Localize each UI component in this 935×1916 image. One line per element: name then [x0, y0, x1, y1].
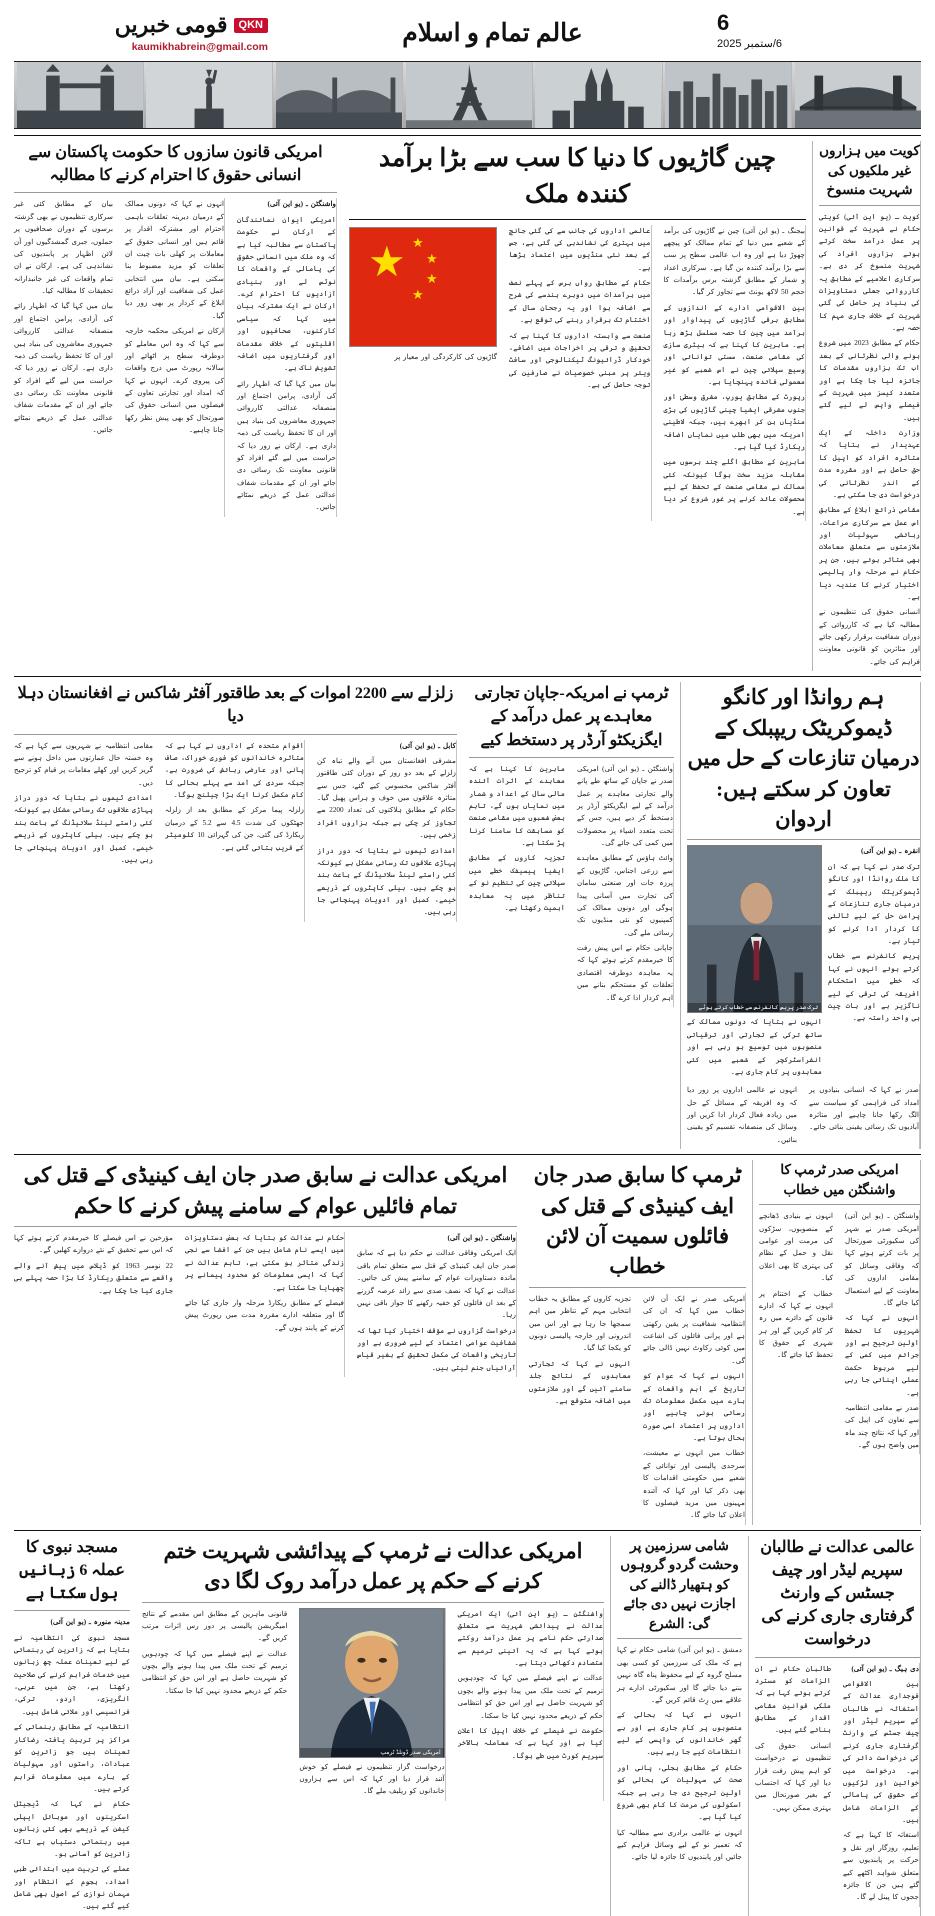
page-number: 6	[717, 10, 730, 35]
banner-image-cologne-cathedral	[532, 62, 662, 128]
photo-caption-trump: امریکی صدر ڈونلڈ ٹرمپ	[300, 1748, 443, 1757]
body-us-lawmakers-col2: انہوں نے کہا کہ دونوں ممالک کے درمیان دیرینہ تعلقات باہمی احترام اور مشترکہ اقدار پر قائم ہیں اور انسانی حقوق کے معاملات پر کھلی بات چیت ان تعلقات کو مزید مضبوط بنا سکتی ہے۔ بیان میں انتخابی عمل کی شفافیت اور آزاد ذرائع ابلاغ کے کردار پر بھی زور دیا گیا۔ ارکان نے امریکی محکمہ خارجہ سے کہا کہ وہ اس معاملے کو دوطرفہ سطح پر اٹھائے اور سالانہ رپورٹ میں درج واقعات کی پیروی کرے۔ انہوں نے کہا کہ امداد اور تجارتی تعاون کے فیصلوں میں انسانی حقوق کی صورتحال کو بھی پیش نظر رکھا جانا چاہیے۔	[125, 200, 224, 435]
banner-image-city-skyline	[662, 62, 792, 128]
flag-star-2: ★	[426, 250, 438, 266]
divider-band1-band2	[14, 676, 921, 677]
masthead-date-block	[717, 12, 917, 50]
story-us-lawmakers	[14, 141, 343, 671]
masthead-brand	[18, 12, 268, 53]
body-trump-online-col2: تجزیہ کاروں کے مطابق یہ خطاب انتخابی مہم کے تناظر میں اہم سمجھا جا رہا ہے اور اس میں اندرونی اور خارجہ پالیسی دونوں کو یکجا کیا گیا۔ انہوں نے کہا کہ تجارتی معاہدوں کے نتائج جلد سامنے آئیں گے اور ملازمتوں میں اضافہ متوقع ہے۔	[529, 1294, 631, 1405]
masthead	[14, 10, 921, 59]
story-syria	[611, 1536, 749, 1916]
flag-star-3: ★	[426, 270, 438, 286]
flag-star-1: ★	[412, 234, 424, 250]
headline-us-japan-trade: ٹرمپ نے امریکہ-جاپان تجارتی معاہدے پر عمل درآمد کے ایگزیکٹو آرڈر پر دستخط کیے	[474, 685, 669, 749]
dateline-quake: کابل ـ (یو این آئی)	[399, 741, 456, 750]
story-birthright-citizenship	[136, 1536, 611, 1916]
photo-erdogan	[687, 845, 822, 1013]
body-kuwait: کویت ـ (یو این آئی) کویتی حکام نے شہریت کے قوانین پر عمل درآمد سخت کرتے ہوئے ہزاروں افراد کی شہریت منسوخ کر دی ہے۔ سرکاری اعلامیے کے مطابق یہ کارروائی جعلی دستاویزات کی بنیاد پر حاصل کی گئی شہریت کے خلاف جاری مہم کا حصہ ہے۔ حکام کے مطابق 2023 میں شروع ہونے والی نظرثانی کے بعد اب تک ہزاروں مقدمات کا جائزہ لیا جا چکا ہے اور متعدد کیسز میں شہریت کے فیصلے واپس لے لیے گئے ہیں۔ وزارت داخلہ کے ایک عہدیدار نے بتایا کہ متاثرہ افراد کو اپیل کا حق حاصل ہے اور مقررہ مدت کے اندر نظرثانی کی درخواست دی جا سکتی ہے۔ مقامی ذرائع ابلاغ کے مطابق اس عمل سے سرکاری مراعات، رہائشی سہولیات اور ملازمتوں سے متعلق معاملات بھی متاثر ہوئے ہیں، جن پر حکام نے مرحلہ وار پالیسی اختیار کرنے کا عندیہ دیا ہے۔ انسانی حقوق کی تنظیموں نے مطالبہ کیا ہے کہ کارروائی کے دوران شفافیت برقرار رکھی جائے اور متاثرین کو قانونی معاونت فراہم کی جائے۔	[819, 212, 920, 666]
body-erdogan-col1: انقرہ ـ (یو این آئی) ترک صدر نے کہا ہے کہ ان کا ملک روانڈا اور کانگو ڈیموکریٹک ریپبلک کے درمیان جاری تنازعات کے پرامن حل کے لیے ثالثی کا کردار ادا کرنے کو تیار ہے۔ پریس کانفرنس سے خطاب کرتے ہوئے انہوں نے کہا کہ خطے میں استحکام افریقہ کی ترقی کے لیے ناگزیر ہے اور بات چیت ہی واحد راستہ ہے۔	[828, 847, 920, 1023]
body-us-lawmakers-col1: واشنگٹن ـ (یو این آئی) امریکی ایوان نمائندگان کے ارکان نے حکومت پاکستان سے مطالبہ کیا ہے کہ وہ ملک میں انسانی حقوق کی پامالی کے واقعات کا نوٹس لے اور بنیادی آزادیوں کا احترام کرے۔ ارکان نے ایک مشترکہ بیان میں کہا کہ سیاسی کارکنوں، صحافیوں اور اقلیتوں کے خلاف مقدمات اور گرفتاریوں میں اضافہ تشویش ناک ہے۔ بیان میں کہا گیا کہ اظہار رائے کی آزادی، پرامن اجتماع اور منصفانہ عدالتی کارروائی جمہوری معاشروں کی بنیاد ہیں اور ان کا تحفظ ریاست کی ذمہ داری ہے۔ ارکان نے زور دیا کہ حراست میں لیے گئے افراد کو قانونی معاونت تک رسائی دی جائے اور ان کے مقدمات شفاف عدالتی عمل کے ذریعے نمٹائے جائیں۔	[237, 200, 336, 512]
story-afghanistan-quake	[14, 682, 463, 1149]
body-erdogan-after1: صدر نے کہا کہ انسانی بنیادوں پر امداد کی فراہمی کو سیاست سے الگ رکھا جانا چاہیے اور متاثرہ آبادیوں تک رسائی یقینی بنائی جائے۔	[809, 1086, 919, 1132]
body-jfk-col1: واشنگٹن ـ (یو این آئی) ایک امریکی وفاقی عدالت نے حکم دیا ہے کہ سابق صدر جان ایف کینیڈی کے قتل سے متعلق تمام باقی ماندہ دستاویزات عوام کے سامنے پیش کی جائیں۔ عدالت نے کہا کہ نصف صدی سے زائد عرصہ گزرنے کے بعد ان فائلوں کو خفیہ رکھنے کا جواز باقی نہیں رہا۔ درخواست گزاروں نے مؤقف اختیار کیا تھا کہ شفافیت عوامی اعتماد کے لیے ضروری ہے اور تاریخی واقعات کی مکمل تحقیق کے بغیر قیاس آرائیاں جنم لیتی ہیں۔	[357, 1234, 516, 1372]
body-china-cars-col1: بیجنگ ـ (یو این آئی) چین نے گاڑیوں کی برآمد کے شعبے میں دنیا کے تمام ممالک کو پیچھے چھوڑ دیا ہے اور وہ اب عالمی سطح پر سب سے بڑا برآمد کنندہ بن گیا ہے۔ سرکاری اعداد و شمار کے مطابق گزشتہ برس برآمدات کا حجم 50 لاکھ یونٹ سے تجاوز کر گیا۔ بین الاقوامی ادارے کے اندازوں کے مطابق برقی گاڑیوں کی پیداوار اور برآمد میں چین کا حصہ مسلسل بڑھ رہا ہے۔ ماہرین کا کہنا ہے کہ بیٹری سازی کی مقامی صنعت، سستی توانائی اور وسیع سپلائی چین نے اس شعبے کو غیر معمولی فائدہ پہنچایا ہے۔ رپورٹ کے مطابق یورپ، مشرق وسطیٰ اور جنوب مشرقی ایشیا چینی گاڑیوں کی بڑی منڈیاں بن کر ابھرے ہیں، جبکہ لاطینی امریکہ میں بھی طلب میں نمایاں اضافہ ریکارڈ کیا گیا ہے۔ ماہرین کے مطابق اگلے چند برسوں میں مقابلہ مزید سخت ہوگا کیونکہ کئی ممالک نے مقامی صنعت کے تحفظ کے لیے محصولات عائد کرنے پر غور شروع کر دیا ہے۔	[663, 226, 805, 516]
headline-icc-taliban: عالمی عدالت نے طالبان سپریم لیڈر اور چیف جسٹس کے وارنٹ گرفتاری جاری کرنے کی درخواست	[760, 1538, 915, 1649]
content-band-3	[14, 1160, 921, 1525]
flag-star-4: ★	[412, 286, 424, 302]
flag-star-large: ★	[368, 239, 406, 286]
headline-masjid-nabawi: مسجد نبوی کا عملہ 6 زبانیں بول سکتا ہے	[19, 1538, 125, 1602]
headline-syria: شامی سرزمین پر وحشت گردو گروہوں کو ہتھیار ڈالنے کی اجازت نہیں دی جائے گی: الشرع	[620, 1537, 739, 1631]
brand-logo-mark: QKN	[234, 18, 268, 33]
body-jfk-col2: حکام نے عدالت کو بتایا کہ بعض دستاویزات میں ایسے نام شامل ہیں جن کے افشا سے نجی زندگی متاثر ہو سکتی ہے، تاہم عدالت نے کہا کہ ایسی معلومات کو محدود پیمانے پر چھپایا جا سکتا ہے۔ فیصلے کے مطابق ریکارڈ مرحلہ وار جاری کیا جائے گا اور متعلقہ ادارے مقررہ مدت میں رپورٹ پیش کرنے کے پابند ہوں گے۔	[185, 1234, 344, 1332]
body-quake-col3: مقامی انتظامیہ نے شہریوں سے کہا ہے کہ وہ خستہ حال عمارتوں میں داخل ہونے سے گریز کریں اور کھلے مقامات پر قیام کو ترجیح دیں۔ امدادی ٹیموں نے بتایا کہ دور دراز پہاڑی علاقوں تک رسائی مشکل ہے کیونکہ کئی راستے لینڈ سلائیڈنگ کے باعث بند ہو چکے ہیں۔ ہیلی کاپٹروں کے ذریعے خیمے، کمبل اور ادویات پہنچائی جا رہی ہیں۔	[14, 741, 153, 864]
divider-under-banner	[14, 135, 921, 136]
story-kuwait	[813, 141, 921, 671]
body-erdogan-col2: انہوں نے بتایا کہ دونوں ممالک کے ساتھ ترکی کے تجارتی اور ترقیاتی منصوبوں میں توسیع ہو رہی ہے اور انفراسٹرکچر کے شعبے میں کئی معاہدوں پر کام جاری ہے۔	[687, 1018, 822, 1076]
body-trump-washington-col1: واشنگٹن ـ (یو این آئی) امریکی صدر نے شہر کی سکیورٹی صورتحال پر بات کرتے ہوئے کہا کہ وفاقی وسائل کو مقامی اداروں کی معاونت کے لیے استعمال کیا جائے گا۔ انہوں نے کہا کہ شہریوں کا تحفظ اولین ترجیح ہے اور جرائم میں کمی کے لیے مربوط حکمت عملی اپنائی جا رہی ہے۔ صدر نے مقامی انتظامیہ سے تعاون کی اپیل کی اور کہا کہ نتائج چند ماہ میں واضح ہوں گے۔	[844, 1212, 919, 1449]
banner-image-bridge-skyline	[272, 62, 402, 128]
story-trump-washington	[753, 1160, 921, 1525]
body-birthright-col3: قانونی ماہرین کے مطابق اس مقدمے کے نتائج امیگریشن پالیسی پر دور رس اثرات مرتب کریں گے۔ عدالت نے اپنے فیصلے میں کہا کہ چودہویں ترمیم کے تحت ملک میں پیدا ہونے والے بچوں کو شہریت حاصل ہے اور اس حق کو انتظامی حکم کے ذریعے محدود نہیں کیا جا سکتا۔	[142, 1609, 288, 1695]
story-masjid-nabawi	[14, 1536, 136, 1916]
body-quake-col2: اقوام متحدہ کے اداروں نے کہا ہے کہ متاثرہ خاندانوں کو فوری خوراک، صاف پانی اور عارضی رہائش کی ضرورت ہے، جبکہ سردی کی آمد سے پہلے بحالی کا کام مکمل کرنا ایک بڑا چیلنج ہوگا۔ زلزلہ پیما مرکز کے مطابق بعد از زلزلہ جھٹکوں کی شدت 4.5 سے 5.2 کے درمیان ریکارڈ کی گئی، جن کی گہرائی 10 کلومیٹر کے قریب بتائی گئی ہے۔	[165, 741, 304, 852]
headline-trump-washington: امریکی صدر ٹرمپ کا واشنگٹن میں خطاب	[780, 1162, 899, 1197]
body-erdogan-after2: انہوں نے عالمی اداروں پر زور دیا کہ وہ افریقہ کے مسائل کے حل میں زیادہ فعال کردار ادا کریں اور وسائل کی منصفانہ تقسیم کو یقینی بنائیں۔	[687, 1086, 797, 1144]
brand-name: قومی خبریں	[114, 12, 228, 37]
banner-image-sydney-harbour-bridge	[791, 62, 921, 128]
section-title: عالم تمام و اسلام	[402, 20, 583, 47]
photo-trump	[299, 1608, 444, 1758]
divider-band3-band4	[14, 1530, 921, 1531]
content-band-2	[14, 682, 921, 1149]
headline-kuwait: کویت میں ہزاروں غیر ملکیوں کی شہریت منسوخ	[819, 143, 920, 198]
body-birthright-col1: واشنگٹن ـ (یو این آئی) ایک امریکی عدالت نے پیدائشی شہریت سے متعلق صدارتی حکم نامے پر عمل درآمد روکتے ہوئے کہا ہے کہ یہ آئینی ترمیم سے متصادم دکھائی دیتا ہے۔ عدالت نے اپنے فیصلے میں کہا کہ چودہویں ترمیم کے تحت ملک میں پیدا ہونے والے بچوں کو شہریت حاصل ہے اور اس حق کو انتظامی حکم کے ذریعے محدود نہیں کیا جا سکتا۔ حکومت نے فیصلے کے خلاف اپیل کا اعلان کیا ہے اور کہا ہے کہ معاملہ بالآخر سپریم کورٹ میں طے ہوگا۔	[457, 1609, 603, 1760]
skyline-banner	[14, 61, 921, 129]
body-quake-col1: کابل ـ (یو این آئی) مشرقی افغانستان میں آنے والے تباہ کن زلزلے کے بعد دو روز کے دوران کئی طاقتور آفٹر شاکس محسوس کیے گئے، جس سے متاثرہ علاقوں میں خوف و ہراس پھیل گیا۔ حکام کے مطابق ہلاکتوں کی تعداد 2200 سے تجاوز کر چکی ہے جبکہ ہزاروں افراد زخمی ہیں۔ امدادی ٹیموں نے بتایا کہ دور دراز پہاڑی علاقوں تک رسائی مشکل ہے کیونکہ کئی راستے لینڈ سلائیڈنگ کے باعث بند ہو چکے ہیں۔ ہیلی کاپٹروں کے ذریعے خیمے، کمبل اور ادویات پہنچائی جا رہی ہیں۔	[317, 741, 456, 917]
headline-jfk-files: امریکی عدالت نے سابق صدر جان ایف کینیڈی کے قتل کی تمام فائلیں عوام کے سامنے پیش کرنے کا حکم	[23, 1163, 508, 1218]
headline-erdogan: ہم روانڈا اور کانگو ڈیموکریٹک ریپبلک کے درمیان تنازعات کے حل میں تعاون کر سکتے ہیں: اردوان	[687, 685, 920, 831]
body-syria: دمشق ـ (یو این آئی) شامی حکام نے کہا ہے کہ ملک کی سرزمین کو کسی بھی مسلح گروہ کے لیے محفوظ پناہ گاہ نہیں بننے دیا جائے گا اور سکیورٹی ادارے ہر علاقے میں رِٹ قائم کریں گے۔ انہوں نے کہا کہ بحالی کے منصوبوں پر کام جاری ہے اور بے گھر خاندانوں کی واپسی کے لیے انتظامات کیے جا رہے ہیں۔ حکام کے مطابق بجلی، پانی اور صحت کی سہولیات کی بحالی کو اولین ترجیح دی جا رہی ہے جبکہ اسکولوں کی مرمت کا کام بھی شروع کیا گیا ہے۔ انہوں نے عالمی برادری سے مطالبہ کیا کہ تعمیر نو کے لیے وسائل فراہم کیے جائیں اور پابندیوں کا جائزہ لیا جائے۔	[617, 1646, 742, 1862]
banner-image-statue-of-liberty	[143, 62, 273, 128]
story-china-cars	[343, 141, 813, 671]
note-jfk: 22 نومبر 1963 کو ڈیلاس میں پیش آنے والے واقعے سے متعلق ریکارڈ کا بڑا حصہ پہلے ہی جاری کیا جا چکا ہے۔	[14, 1261, 173, 1295]
body-us-lawmakers-col3: بیان کے مطابق کئی غیر سرکاری تنظیموں نے بھی گزشتہ برسوں کے دوران صحافیوں پر حملوں، جبری گمشدگیوں اور آن لائن اظہار پر پابندیوں کی نشاندہی کی ہے۔ ارکان نے ان تمام واقعات کی غیر جانبدارانہ تحقیقات کا مطالبہ کیا۔ بیان میں کہا گیا کہ اظہار رائے کی آزادی، پرامن اجتماع اور منصفانہ عدالتی کارروائی جمہوری معاشروں کی بنیاد ہیں اور ان کا تحفظ ریاست کی ذمہ داری ہے۔ ارکان نے زور دیا کہ حراست میں لیے گئے افراد کو قانونی معاونت تک رسائی دی جائے اور ان کے مقدمات شفاف عدالتی عمل کے ذریعے نمٹائے جائیں۔	[14, 200, 113, 435]
dateline-erdogan: انقرہ ـ (یو این آئی)	[860, 847, 920, 856]
body-birthright-col2: درخواست گزار تنظیموں نے فیصلے کو خوش آئند قرار دیا اور کہا کہ اس سے ہزاروں خاندانوں کو ریلیف ملے گا۔	[299, 1762, 445, 1796]
photo-caption-erdogan: ترک صدر پریس کانفرنس سے خطاب کرتے ہوئے	[688, 1003, 821, 1012]
story-us-japan-trade	[463, 682, 681, 1149]
dateline-masjid-nabawi: مدینہ منورہ ـ (یو این آئی)	[50, 1618, 130, 1627]
dateline-icc: دی ہیگ ـ (یو این آئی)	[851, 1664, 919, 1673]
body-trump-washington-col2: انہوں نے بنیادی ڈھانچے کے منصوبوں، سڑکوں کی مرمت اور عوامی نقل و حمل کے نظام کی بہتری کا بھی اعلان کیا۔ خطاب کے اختتام پر انہوں نے کہا کہ ادارے قانون کے دائرے میں رہ کر کام کریں گے اور ہر شہری کے حقوق کا تحفظ کیا جائے گا۔	[759, 1212, 833, 1360]
body-china-cars-col2: عالمی اداروں کی جانب سے کی گئی جانچ میں بہتری کی نشاندہی کی گئی ہے، جس کے بعد نئی منڈیوں میں اعتماد بڑھا ہے۔ حکام کے مطابق رواں برس کے پہلے نصف میں برآمدات میں دوہرے ہندسے کی شرح سے اضافہ ہوا اور یہ رجحان سال کے اختتام تک برقرار رہنے کی توقع ہے۔ صنعت سے وابستہ اداروں کا کہنا ہے کہ تحقیق و ترقی پر اخراجات میں اضافے، خودکار ڈرائیونگ ٹیکنالوجی اور سافٹ ویئر پر مبنی خصوصیات نے صارفین کی توجہ حاصل کی ہے۔	[509, 226, 651, 389]
publication-date: 6/ستمبر 2025	[717, 38, 783, 50]
masthead-section-title	[268, 12, 717, 48]
body-china-cars-col3: گاڑیوں کی کارکردگی اور معیار پر	[394, 352, 497, 361]
dateline-jfk: واشنگٹن ـ (یو این آئی)	[447, 1234, 516, 1242]
story-erdogan	[681, 682, 921, 1149]
china-flag-image	[349, 227, 497, 347]
body-us-japan-col1: واشنگٹن ـ (یو این آئی) امریکی صدر نے جاپان کے ساتھ طے پانے والے تجارتی معاہدے پر عمل درآمد کے لیے ایگزیکٹو آرڈر پر دستخط کر دیے ہیں، جس کے تحت متعدد اشیاء پر محصولات میں کمی کی جائے گی۔ وائٹ ہاؤس کے مطابق معاہدے سے زرعی اجناس، گاڑیوں کے پرزہ جات اور صنعتی سامان کی تجارت میں آسانی پیدا ہوگی اور دونوں ممالک کی کمپنیوں کو نئی منڈیوں تک رسائی ملے گی۔ جاپانی حکام نے اس پیش رفت کا خیرمقدم کرتے ہوئے کہا کہ یہ معاہدہ دوطرفہ اقتصادی تعلقات کو مستحکم بنانے میں اہم کردار ادا کرے گا۔	[577, 764, 673, 1002]
headline-trump-online-address: ٹرمپ کا سابق صدر جان ایف کینیڈی کے قتل کی فائلوں سمیت آن لائن خطاب	[533, 1163, 742, 1279]
contact-email: kaumikhabrein@gmail.com	[131, 41, 268, 53]
content-band-1	[14, 141, 921, 671]
story-trump-online-address	[523, 1160, 753, 1525]
headline-afghanistan-quake: زلزلے سے 2200 اموات کے بعد طاقتور آفٹر شاکس نے افغانستان دہلا دیا	[17, 685, 454, 726]
story-jfk-files	[14, 1160, 523, 1525]
body-trump-online-col1: امریکی صدر نے ایک آن لائن خطاب میں کہا کہ ان کی انتظامیہ شفافیت پر یقین رکھتی ہے اور پرانی فائلوں کی اشاعت میں کوئی رکاوٹ نہیں ڈالی جائے گی۔ انہوں نے کہا کہ عوام کو تاریخ کے اہم واقعات کے بارے میں مکمل معلومات تک رسائی ہونی چاہیے اور اداروں پر اعتماد اسی صورت بحال ہوتا ہے۔ خطاب میں انہوں نے معیشت، سرحدی پالیسی اور توانائی کے شعبے میں حکومتی اقدامات کا بھی ذکر کیا اور کہا کہ آئندہ مہینوں میں مزید فیصلوں کا اعلان کیا جائے گا۔	[643, 1294, 745, 1520]
content-band-4	[14, 1536, 921, 1916]
body-jfk-col3: مؤرخین نے اس فیصلے کا خیرمقدم کرتے ہوئے کہا کہ اس سے تحقیق کے نئے دروازے کھلیں گے۔ 22 نومبر 1963 کو ڈیلاس میں پیش آنے والے واقعے سے متعلق ریکارڈ کا بڑا حصہ پہلے ہی جاری کیا جا چکا ہے۔	[14, 1232, 173, 1297]
banner-image-tower-bridge	[14, 62, 143, 128]
headline-us-lawmakers: امریکی قانون سازوں کا حکومت پاکستان سے انسانی حقوق کا احترام کرنے کا مطالبہ	[28, 144, 323, 185]
body-icc-col1: دی ہیگ ـ (یو این آئی) بین الاقوامی فوجداری عدالت کے استغاثہ نے طالبان کے سپریم لیڈر اور چیف جسٹس کے وارنٹ گرفتاری جاری کرنے کی درخواست دائر کی ہے۔ درخواست میں خواتین اور لڑکیوں کے حقوق کی پامالی کے الزامات شامل ہیں۔ استغاثہ کا کہنا ہے کہ تعلیم، روزگار اور نقل و حرکت پر پابندیوں سے متعلق شواہد اکٹھے کیے گئے ہیں جن کا جائزہ ججوں کا پینل لے گا۔	[843, 1664, 919, 1902]
body-masjid-nabawi: مدینہ منورہ ـ (یو این آئی) مسجد نبوی کی انتظامیہ نے بتایا ہے کہ زائرین کی رہنمائی کے لیے تعینات عملہ چھ زبانوں میں خدمات فراہم کرنے کی صلاحیت رکھتا ہے، جن میں عربی، انگریزی، اردو، ترکی، فرانسیسی اور ملائی شامل ہیں۔ انتظامیہ کے مطابق رہنمائی کے مراکز پر تربیت یافتہ رضاکار تعینات ہیں جو زائرین کو عبادات، راستوں اور سہولیات کے بارے میں معلومات فراہم کرتے ہیں۔ حکام نے کہا کہ ڈیجیٹل اسکرینوں اور موبائل ایپلی کیشن کے ذریعے بھی کئی زبانوں میں رہنمائی دستیاب ہے تاکہ زائرین کو آسانی ہو۔ عملے کی تربیت میں ابتدائی طبی امداد، ہجوم کے انتظام اور مہمان نوازی کے اصول بھی شامل کیے گئے ہیں۔	[14, 1618, 130, 1911]
body-icc-col2: طالبان حکام نے ان الزامات کو مسترد کرتے ہوئے کہا ہے کہ ملکی قوانین مقامی اقدار کے مطابق بنائے گئے ہیں۔ انسانی حقوق کی تنظیموں نے درخواست کو اہم پیش رفت قرار دیا اور کہا کہ احتساب کے بغیر صورتحال میں بہتری ممکن نہیں۔	[755, 1664, 831, 1812]
body-us-japan-col2: ماہرین کا کہنا ہے کہ معاہدے کے اثرات آئندہ مالی سال کے اعداد و شمار میں نمایاں ہوں گے، تاہم بعض شعبوں میں مقامی صنعت کو مسابقت کا سامنا کرنا پڑ سکتا ہے۔ تجزیہ کاروں کے مطابق ایشیا پیسیفک خطے میں سپلائی چین کی تنظیم نو کے تناظر میں یہ معاہدہ اہمیت رکھتا ہے۔	[469, 764, 565, 912]
banner-image-eiffel-tower	[402, 62, 532, 128]
headline-china-cars: چین گاڑیوں کا دنیا کا سب سے بڑا برآمد کنندہ ملک	[378, 145, 777, 209]
dateline-us-lawmakers: واشنگٹن ـ (یو این آئی)	[267, 200, 336, 209]
story-icc-taliban	[749, 1536, 921, 1916]
headline-birthright-citizenship: امریکی عدالت نے ٹرمپ کے پیدائشی شہریت ختم کرنے کے حکم پر عمل درآمد روک لگا دی	[163, 1538, 583, 1594]
divider-band2-band3	[14, 1154, 921, 1155]
